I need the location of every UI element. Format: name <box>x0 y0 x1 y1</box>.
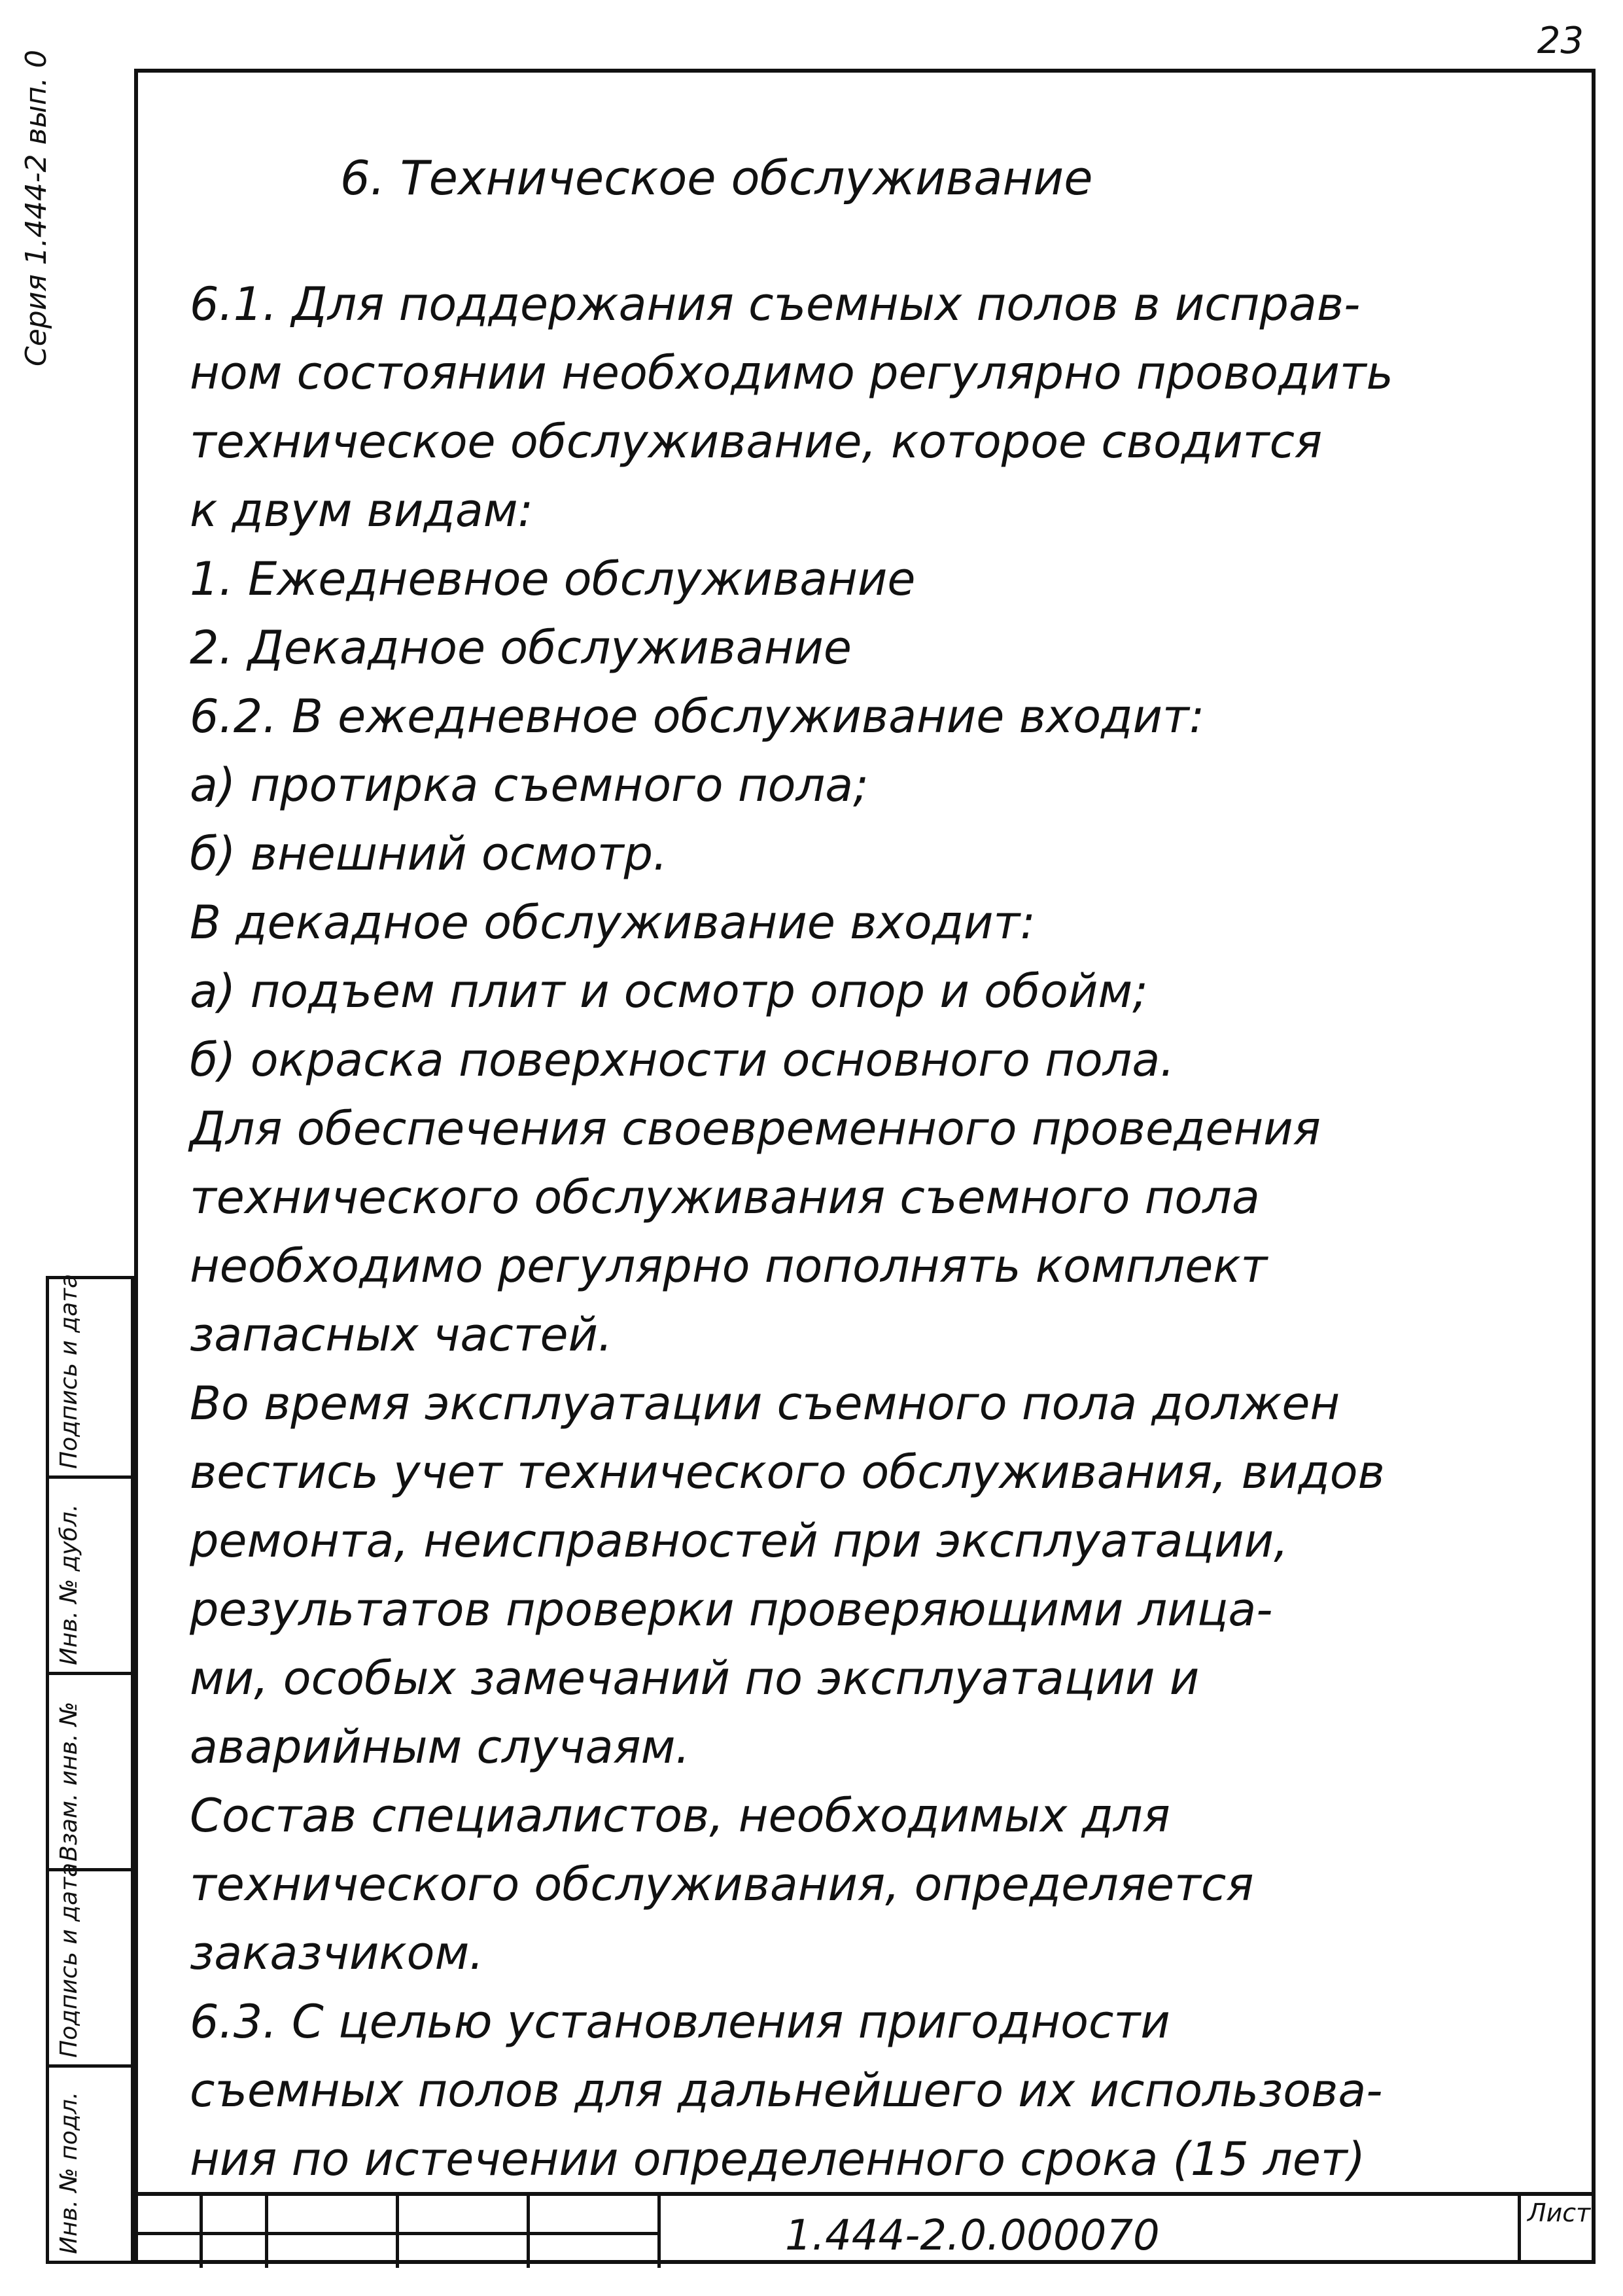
section-heading: 6. Техническое обслуживание <box>340 150 1093 205</box>
text-line-20: результатов проверки проверяющими лица- <box>190 1583 1273 1636</box>
text-line-24: технического обслуживания, определяется <box>190 1858 1254 1911</box>
page-number: 23 <box>1537 20 1584 62</box>
text-line-26: 6.3. С целью установления пригодности <box>190 1995 1170 2049</box>
text-line-13: Для обеспечения своевременного проведения <box>190 1102 1321 1156</box>
text-line-12: б) окраска поверхности основного пола. <box>190 1033 1175 1087</box>
text-line-6: 2. Декадное обслуживание <box>190 621 852 675</box>
stamp-divider <box>657 2196 661 2268</box>
text-line-1: 6.1. Для поддержания съемных полов в исправ- <box>190 277 1361 331</box>
text-line-27: съемных полов для дальнейшего их использова- <box>190 2064 1383 2117</box>
stamp-hline <box>134 2232 657 2235</box>
side-label-replace-inv: Взам. инв. № <box>56 1701 82 1862</box>
text-line-17: Во время эксплуатации съемного пола должен <box>190 1377 1340 1430</box>
text-line-2: ном состоянии необходимо регулярно проводить <box>190 346 1393 400</box>
text-line-28: ния по истечении определенного срока (15 лет) <box>190 2132 1365 2186</box>
side-divider <box>49 1672 131 1675</box>
side-label-original-inv: Инв. № подл. <box>56 2091 82 2254</box>
text-line-18: вестись учет технического обслуживания, видов <box>190 1445 1385 1499</box>
side-divider <box>49 1475 131 1479</box>
text-line-10: В декадное обслуживание входит: <box>190 896 1036 949</box>
side-label-signature-date: Подпись и дата <box>56 1273 82 1469</box>
side-label-signature-date-2: Подпись и дата <box>56 1862 82 2058</box>
side-label-dup-inv: Инв. № дубл. <box>56 1504 82 1665</box>
text-line-15: необходимо регулярно пополнять комплект <box>190 1239 1268 1293</box>
series-label: Серия 1.444-2 вып. 0 <box>20 50 53 366</box>
text-line-21: ми, особых замечаний по эксплуатации и <box>190 1651 1200 1705</box>
side-divider <box>49 2064 131 2068</box>
text-line-4: к двум видам: <box>190 484 534 537</box>
text-line-3: техническое обслуживание, которое сводится <box>190 415 1323 468</box>
text-line-14: технического обслуживания съемного пола <box>190 1171 1260 1224</box>
text-line-19: ремонта, неисправностей при эксплуатации, <box>190 1514 1289 1568</box>
side-registration-table <box>46 1273 134 2264</box>
text-line-22: аварийным случаям. <box>190 1720 690 1774</box>
document-designation: 1.444-2.0.000070 <box>785 2212 1160 2260</box>
text-line-23: Состав специалистов, необходимых для <box>190 1789 1170 1843</box>
text-line-9: б) внешний осмотр. <box>190 827 668 881</box>
series-label-vertical <box>20 50 98 366</box>
text-line-25: заказчиком. <box>190 1926 484 1980</box>
sheet-label: Лист <box>1527 2199 1591 2227</box>
text-line-11: а) подъем плит и осмотр опор и обойм; <box>190 964 1148 1018</box>
text-line-7: 6.2. В ежедневное обслуживание входит: <box>190 690 1205 743</box>
text-line-8: а) протирка съемного пола; <box>190 758 869 812</box>
text-line-16: запасных частей. <box>190 1308 613 1362</box>
text-line-5: 1. Ежедневное обслуживание <box>190 552 916 606</box>
